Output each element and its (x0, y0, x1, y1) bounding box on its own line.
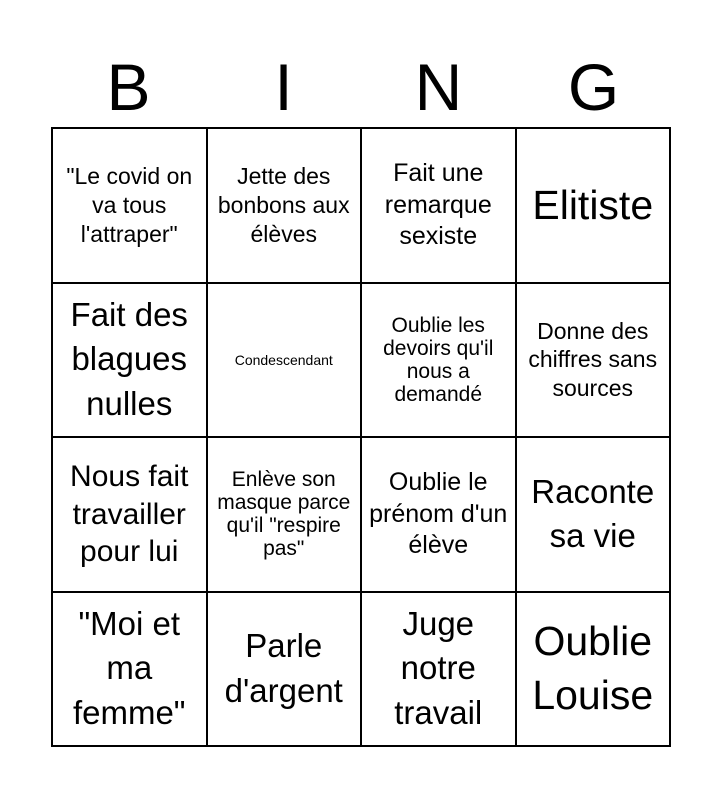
bingo-cell[interactable]: "Le covid on va tous l'attraper" (52, 128, 207, 283)
bingo-cell[interactable]: Condescendant (207, 283, 362, 438)
bingo-cell[interactable]: Oublie Louise (516, 592, 671, 747)
bingo-cell[interactable]: Fait une remarque sexiste (361, 128, 516, 283)
header-letter-n: N (414, 50, 463, 124)
bingo-cell[interactable]: Donne des chiffres sans sources (516, 283, 671, 438)
bingo-cell[interactable]: "Moi et ma femme" (52, 592, 207, 747)
bingo-cell[interactable]: Oublie les devoirs qu'il nous a demandé (361, 283, 516, 438)
bingo-cell[interactable]: Nous fait travailler pour lui (52, 437, 207, 592)
bingo-cell[interactable]: Fait des blagues nulles (52, 283, 207, 438)
header-letter-b: B (106, 50, 151, 124)
bingo-cell[interactable]: Jette des bonbons aux élèves (207, 128, 362, 283)
bingo-cell[interactable]: Elitiste (516, 128, 671, 283)
bingo-cell[interactable]: Enlève son masque parce qu'il "respire pas" (207, 437, 362, 592)
bingo-grid (51, 127, 671, 747)
header-letter-i: I (274, 50, 293, 124)
bingo-cell[interactable]: Oublie le prénom d'un élève (361, 437, 516, 592)
bingo-cell[interactable]: Raconte sa vie (516, 437, 671, 592)
header-letter-g: G (567, 50, 620, 124)
bingo-cell[interactable]: Parle d'argent (207, 592, 362, 747)
bingo-cell[interactable]: Juge notre travail (361, 592, 516, 747)
bingo-header (51, 52, 671, 122)
